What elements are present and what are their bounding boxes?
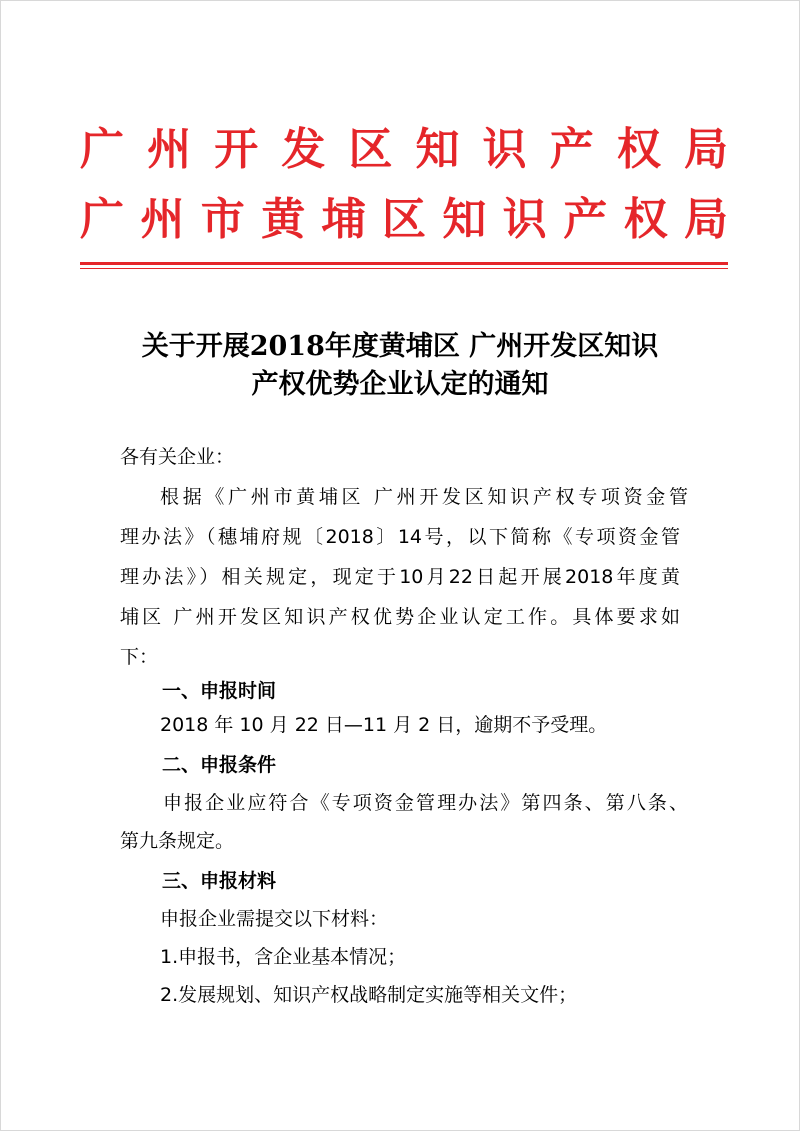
- section-heading-1: 一、申报时间: [162, 680, 277, 702]
- intro-line-3: 理办法》）相关规定，现定于10月22日起开展2018年度黄: [120, 566, 680, 588]
- salutation: 各有关企业：: [120, 446, 235, 468]
- list-item-2: 2.发展规划、知识产权战略制定实施等相关文件；: [160, 984, 578, 1006]
- document-title-line-1: 关于开展2018年度黄埔区 广州开发区知识: [141, 331, 659, 362]
- intro-line-1: 根据《广州市黄埔区 广州开发区知识产权专项资金管: [160, 486, 688, 508]
- section-heading-3: 三、申报材料: [162, 870, 277, 892]
- section-3-intro: 申报企业需提交以下材料：: [160, 908, 389, 930]
- document-title-line-2: 产权优势企业认定的通知: [251, 369, 549, 400]
- masthead-rule-thick: [80, 262, 728, 265]
- masthead-issuer-1: 广州开发区知识产权局: [80, 124, 728, 175]
- section-1-text: 2018 年 10 月 22 日—11 月 2 日，逾期不予受理。: [160, 714, 608, 736]
- section-2-line-2: 第九条规定。: [120, 830, 235, 852]
- masthead-rule-thin: [80, 268, 728, 269]
- list-item-1: 1.申报书，含企业基本情况；: [160, 946, 407, 968]
- intro-line-4: 埔区 广州开发区知识产权优势企业认定工作。具体要求如: [120, 606, 680, 628]
- section-2-line-1: 申报企业应符合《专项资金管理办法》第四条、第八条、: [163, 792, 688, 814]
- section-heading-2: 二、申报条件: [162, 754, 277, 776]
- intro-line-2: 理办法》（穗埔府规〔2018〕14号，以下简称《专项资金管: [120, 526, 680, 548]
- intro-line-5: 下：: [120, 646, 159, 668]
- masthead-issuer-2: 广州市黄埔区知识产权局: [80, 194, 728, 245]
